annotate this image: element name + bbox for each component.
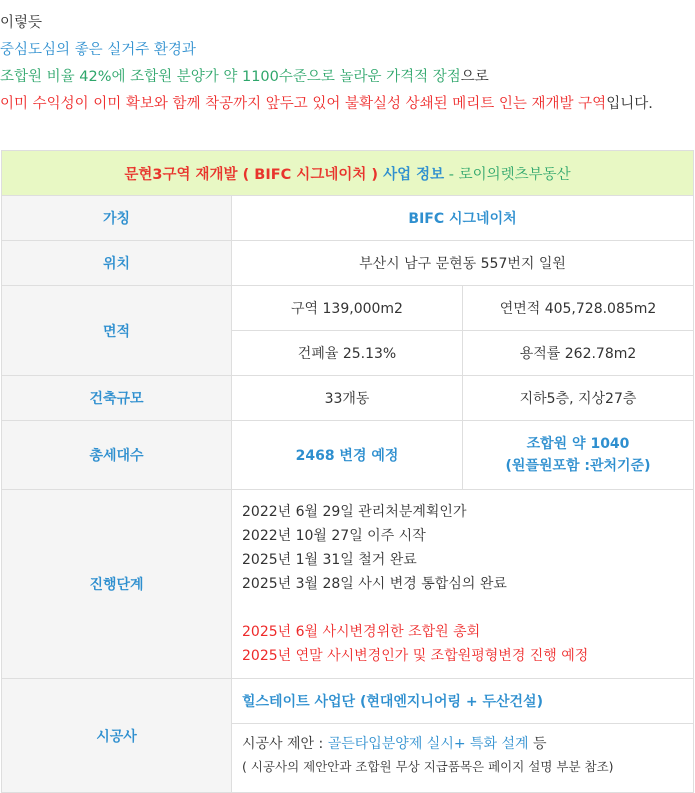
contractor-note: ( 시공사의 제안안과 조합원 무상 지급품목은 페이지 설명 부분 참조) bbox=[242, 759, 614, 774]
value-floor-area-ratio: 용적률 262.78m2 bbox=[463, 331, 694, 376]
intro-line-3-tail: 으로 bbox=[460, 69, 489, 85]
progress-item: 2025년 3월 28일 사시 변경 통합심의 완료 bbox=[242, 576, 507, 592]
value-zone-area: 구역 139,000m2 bbox=[232, 286, 463, 331]
intro-line-3 bbox=[0, 64, 695, 91]
value-contractor-name: 힐스테이트 사업단 (현대엔지니어링 + 두산건설) bbox=[232, 679, 694, 724]
table-row-location bbox=[2, 241, 694, 286]
value-floor-area: 연면적 405,728.085m2 bbox=[463, 286, 694, 331]
label-households: 총세대수 bbox=[2, 421, 232, 490]
value-members bbox=[463, 421, 694, 490]
progress-spacer bbox=[242, 596, 693, 620]
intro-line-4-highlight: 이미 수익성이 이미 확보와 함께 착공까지 앞두고 있어 불확실성 상쇄된 메리트 인는 재개발 구역 bbox=[0, 96, 607, 112]
table-title-source: - 로이의렛츠부동산 bbox=[444, 166, 571, 183]
value-buildings: 33개동 bbox=[232, 376, 463, 421]
value-progress bbox=[232, 490, 694, 679]
table-row-progress bbox=[2, 490, 694, 679]
label-contractor: 시공사 bbox=[2, 679, 232, 793]
table-row-area-1 bbox=[2, 286, 694, 331]
value-members-basis: (원플원포함 :관처기준) bbox=[505, 458, 651, 474]
table-row-name bbox=[2, 196, 694, 241]
value-coverage-ratio: 건폐율 25.13% bbox=[232, 331, 463, 376]
intro-text bbox=[0, 0, 695, 118]
contractor-proposal-highlight: 골든타입분양제 실시+ 특화 설계 bbox=[327, 736, 529, 752]
project-info-table bbox=[1, 150, 694, 793]
intro-line-4-tail: 입니다. bbox=[606, 96, 653, 112]
table-title bbox=[2, 151, 694, 196]
contractor-proposal-prefix: 시공사 제안 : bbox=[242, 736, 328, 752]
table-title-project: 문현3구역 재개발 ( BIFC 시그네이처 ) bbox=[124, 166, 379, 183]
table-title-row bbox=[2, 151, 694, 196]
intro-line-2: 중심도심의 좋은 실거주 환경과 bbox=[0, 42, 196, 58]
progress-item-planned: 2025년 6월 사시변경위한 조합원 총회 bbox=[242, 624, 481, 640]
table-title-info: 사업 정보 bbox=[378, 166, 445, 183]
intro-line-3-highlight: 조합원 비율 42%에 조합원 분양가 약 1100수준으로 놀라운 가격적 장점 bbox=[0, 69, 461, 85]
label-location: 위치 bbox=[2, 241, 232, 286]
value-location: 부산시 남구 문현동 557번지 일원 bbox=[232, 241, 694, 286]
label-area: 면적 bbox=[2, 286, 232, 376]
label-scale: 건축규모 bbox=[2, 376, 232, 421]
contractor-proposal-suffix: 등 bbox=[528, 736, 547, 752]
table-row-scale bbox=[2, 376, 694, 421]
intro-line-1: 이렇듯 bbox=[0, 15, 43, 31]
progress-item-planned: 2025년 연말 사시변경인가 및 조합원평형변경 진행 예정 bbox=[242, 648, 589, 664]
value-total-households: 2468 변경 예정 bbox=[232, 421, 463, 490]
progress-item: 2025년 1월 31일 철거 완료 bbox=[242, 552, 417, 568]
table-row-households bbox=[2, 421, 694, 490]
value-name: BIFC 시그네이처 bbox=[232, 196, 694, 241]
label-progress: 진행단계 bbox=[2, 490, 232, 679]
progress-item: 2022년 6월 29일 관리처분계획인가 bbox=[242, 504, 467, 520]
progress-item: 2022년 10월 27일 이주 시작 bbox=[242, 528, 426, 544]
contractor-proposal-line bbox=[242, 732, 693, 756]
intro-line-4 bbox=[0, 91, 695, 118]
label-name: 가칭 bbox=[2, 196, 232, 241]
value-floors: 지하5층, 지상27층 bbox=[463, 376, 694, 421]
value-members-count: 조합원 약 1040 bbox=[526, 436, 630, 452]
table-row-contractor-1 bbox=[2, 679, 694, 724]
value-contractor-proposal bbox=[232, 724, 694, 793]
